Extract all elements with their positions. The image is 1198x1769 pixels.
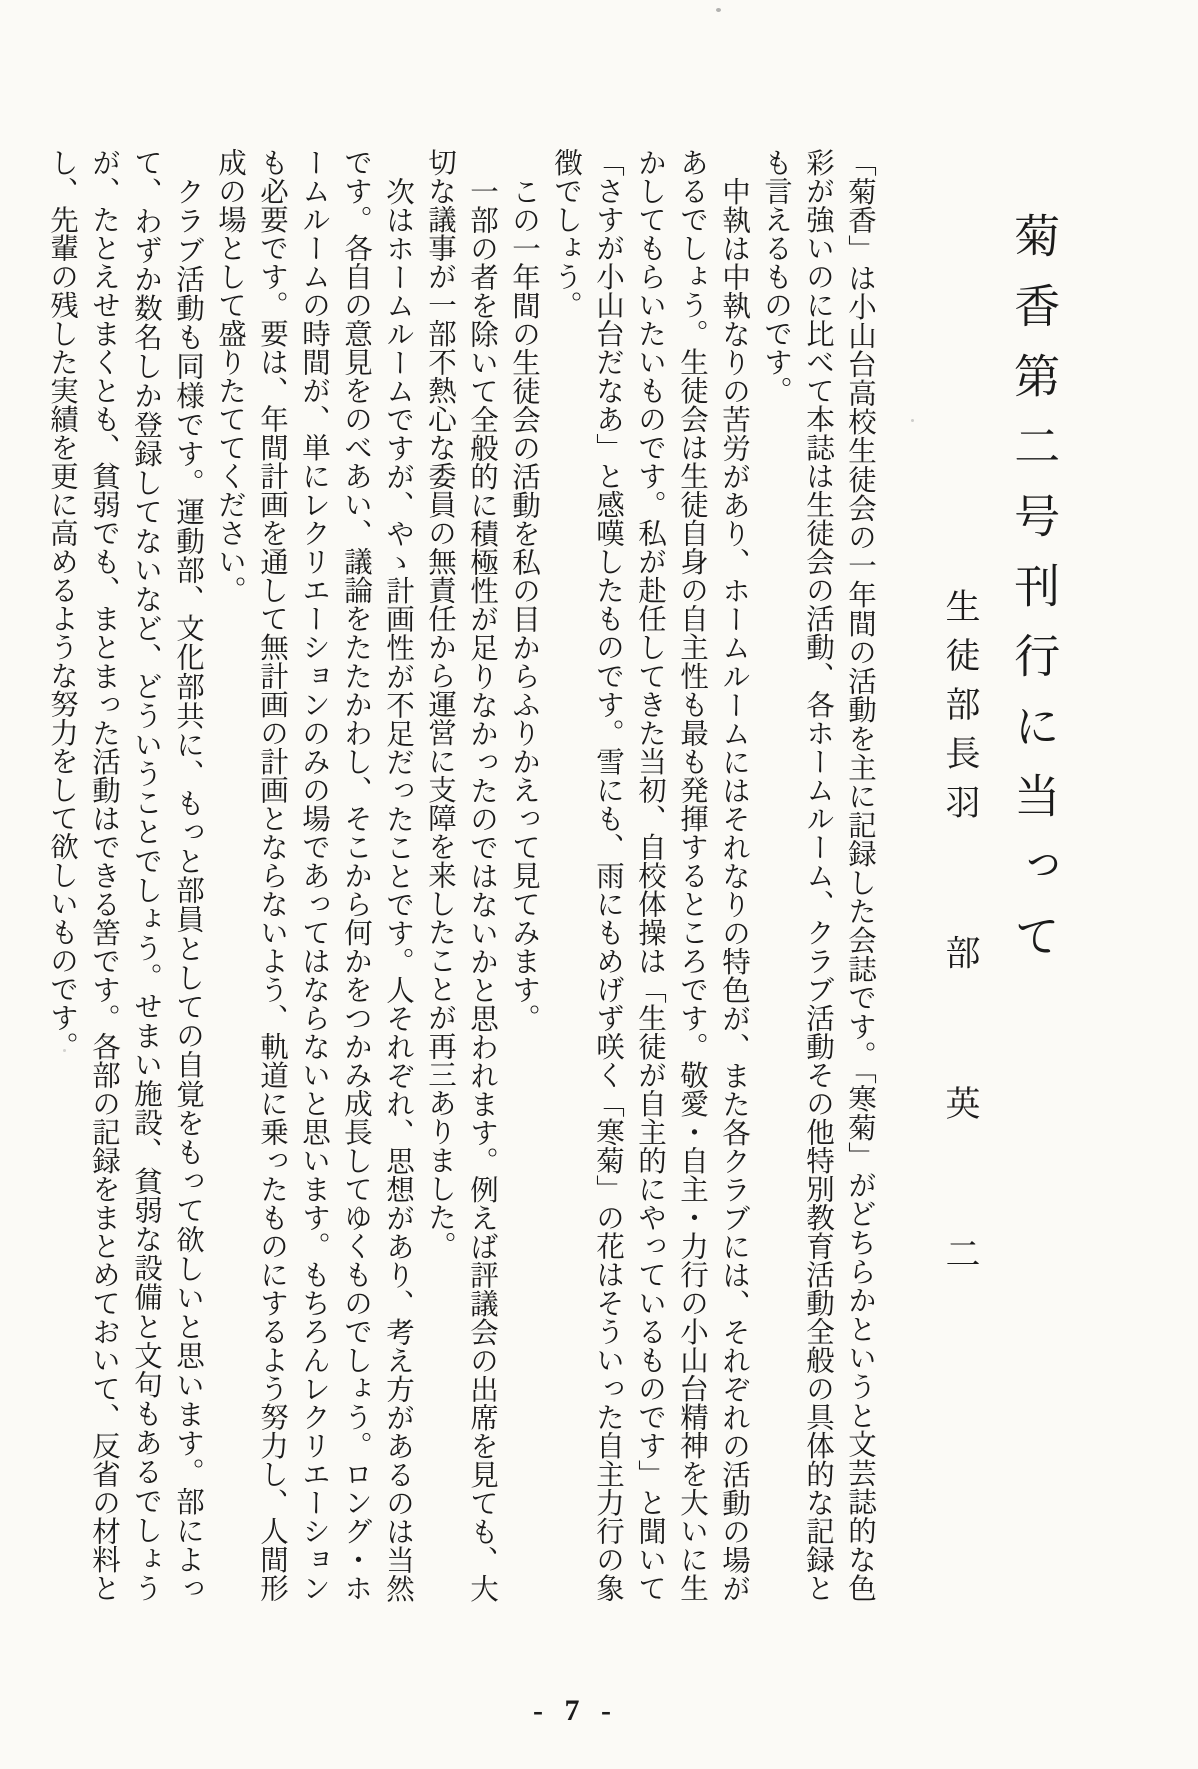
article-title: 菊香第二号刊行に当って (1008, 212, 1060, 982)
author-line (943, 588, 978, 1386)
article-body (40, 148, 880, 1602)
scan-speckle (63, 1049, 66, 1052)
body-paragraph-6: クラブ活動も同様です。運動部、文化部共に、もっと部員としての自覚をもって欲しいと思います。部によって、わずか数名しか登録してないなど、どういうことでしょう。せまい施設、貧弱な設備と文句もあるでしょうが、たとえせまくとも、貧弱でも、まとまった活動はできる筈です。各部の記録をまとめておいて、反省の材料とし、先輩の残した実績を更に高めるような努力をして欲しいものです。 (46, 148, 203, 1603)
author-role: 生徒部長 (941, 588, 980, 784)
body-paragraph-4: 一部の者を除いて全般的に積極性が足りなかったのではないかと思われます。例えば評議会の出席を見ても、大切な議事が一部不熱心な委員の無責任から運営に支障を来したことが再三ありました。 (424, 148, 497, 1603)
scan-speckle (716, 8, 721, 12)
body-paragraph-1: 「菊香」は小山台高校生徒会の一年間の活動を主に記録した会誌です。「寒菊」がどちらかというと文芸誌的な色彩が強いのに比べて本誌は生徒会の活動、各ホームルーム、クラブ活動その他特別教育活動全般の具体的な記録とも言えるものです。 (760, 148, 875, 1603)
body-paragraph-2: 中執は中執なりの苦労があり、ホームルームにはそれなりの特色が、また各クラブには、それぞれの活動の場があるでしょう。生徒会は生徒自身の自主性も最も発揮するところです。敬愛・自主・力行の小山台精神を大いに生かしてもらいたいものです。私が赴任してきた当初、自校体操は「生徒が自主的にやっているものです」と聞いて「さすが小山台だなあ」と感嘆したものです。雪にも、雨にもめげず咲く「寒菊」の花はそういった自主力行の象徴でしょう。 (550, 148, 749, 1603)
body-paragraph-5: 次はホームルームですが、やゝ計画性が不足だったことです。人それぞれ、思想があり、考え方があるのは当然です。各自の意見をのべあい、議論をたたかわし、そこから何かをつかみ成長してゆくものでしょう。ロング・ホームルームの時間が、単にレクリエーションのみの場であってはならないと思います。もちろんレクリエーションも必要です。要は、年間計画を通して無計画の計画とならないよう、軌道に乗ったものにするよう努力し、人間形成の場として盛りたててください。 (214, 148, 413, 1603)
scan-speckle (911, 419, 914, 422)
page-number: - 7 - (533, 1694, 618, 1727)
body-paragraph-3: この一年間の生徒会の活動を私の目からふりかえって見てみます。 (508, 176, 539, 1032)
author-name: 羽部英二 (941, 784, 980, 1386)
